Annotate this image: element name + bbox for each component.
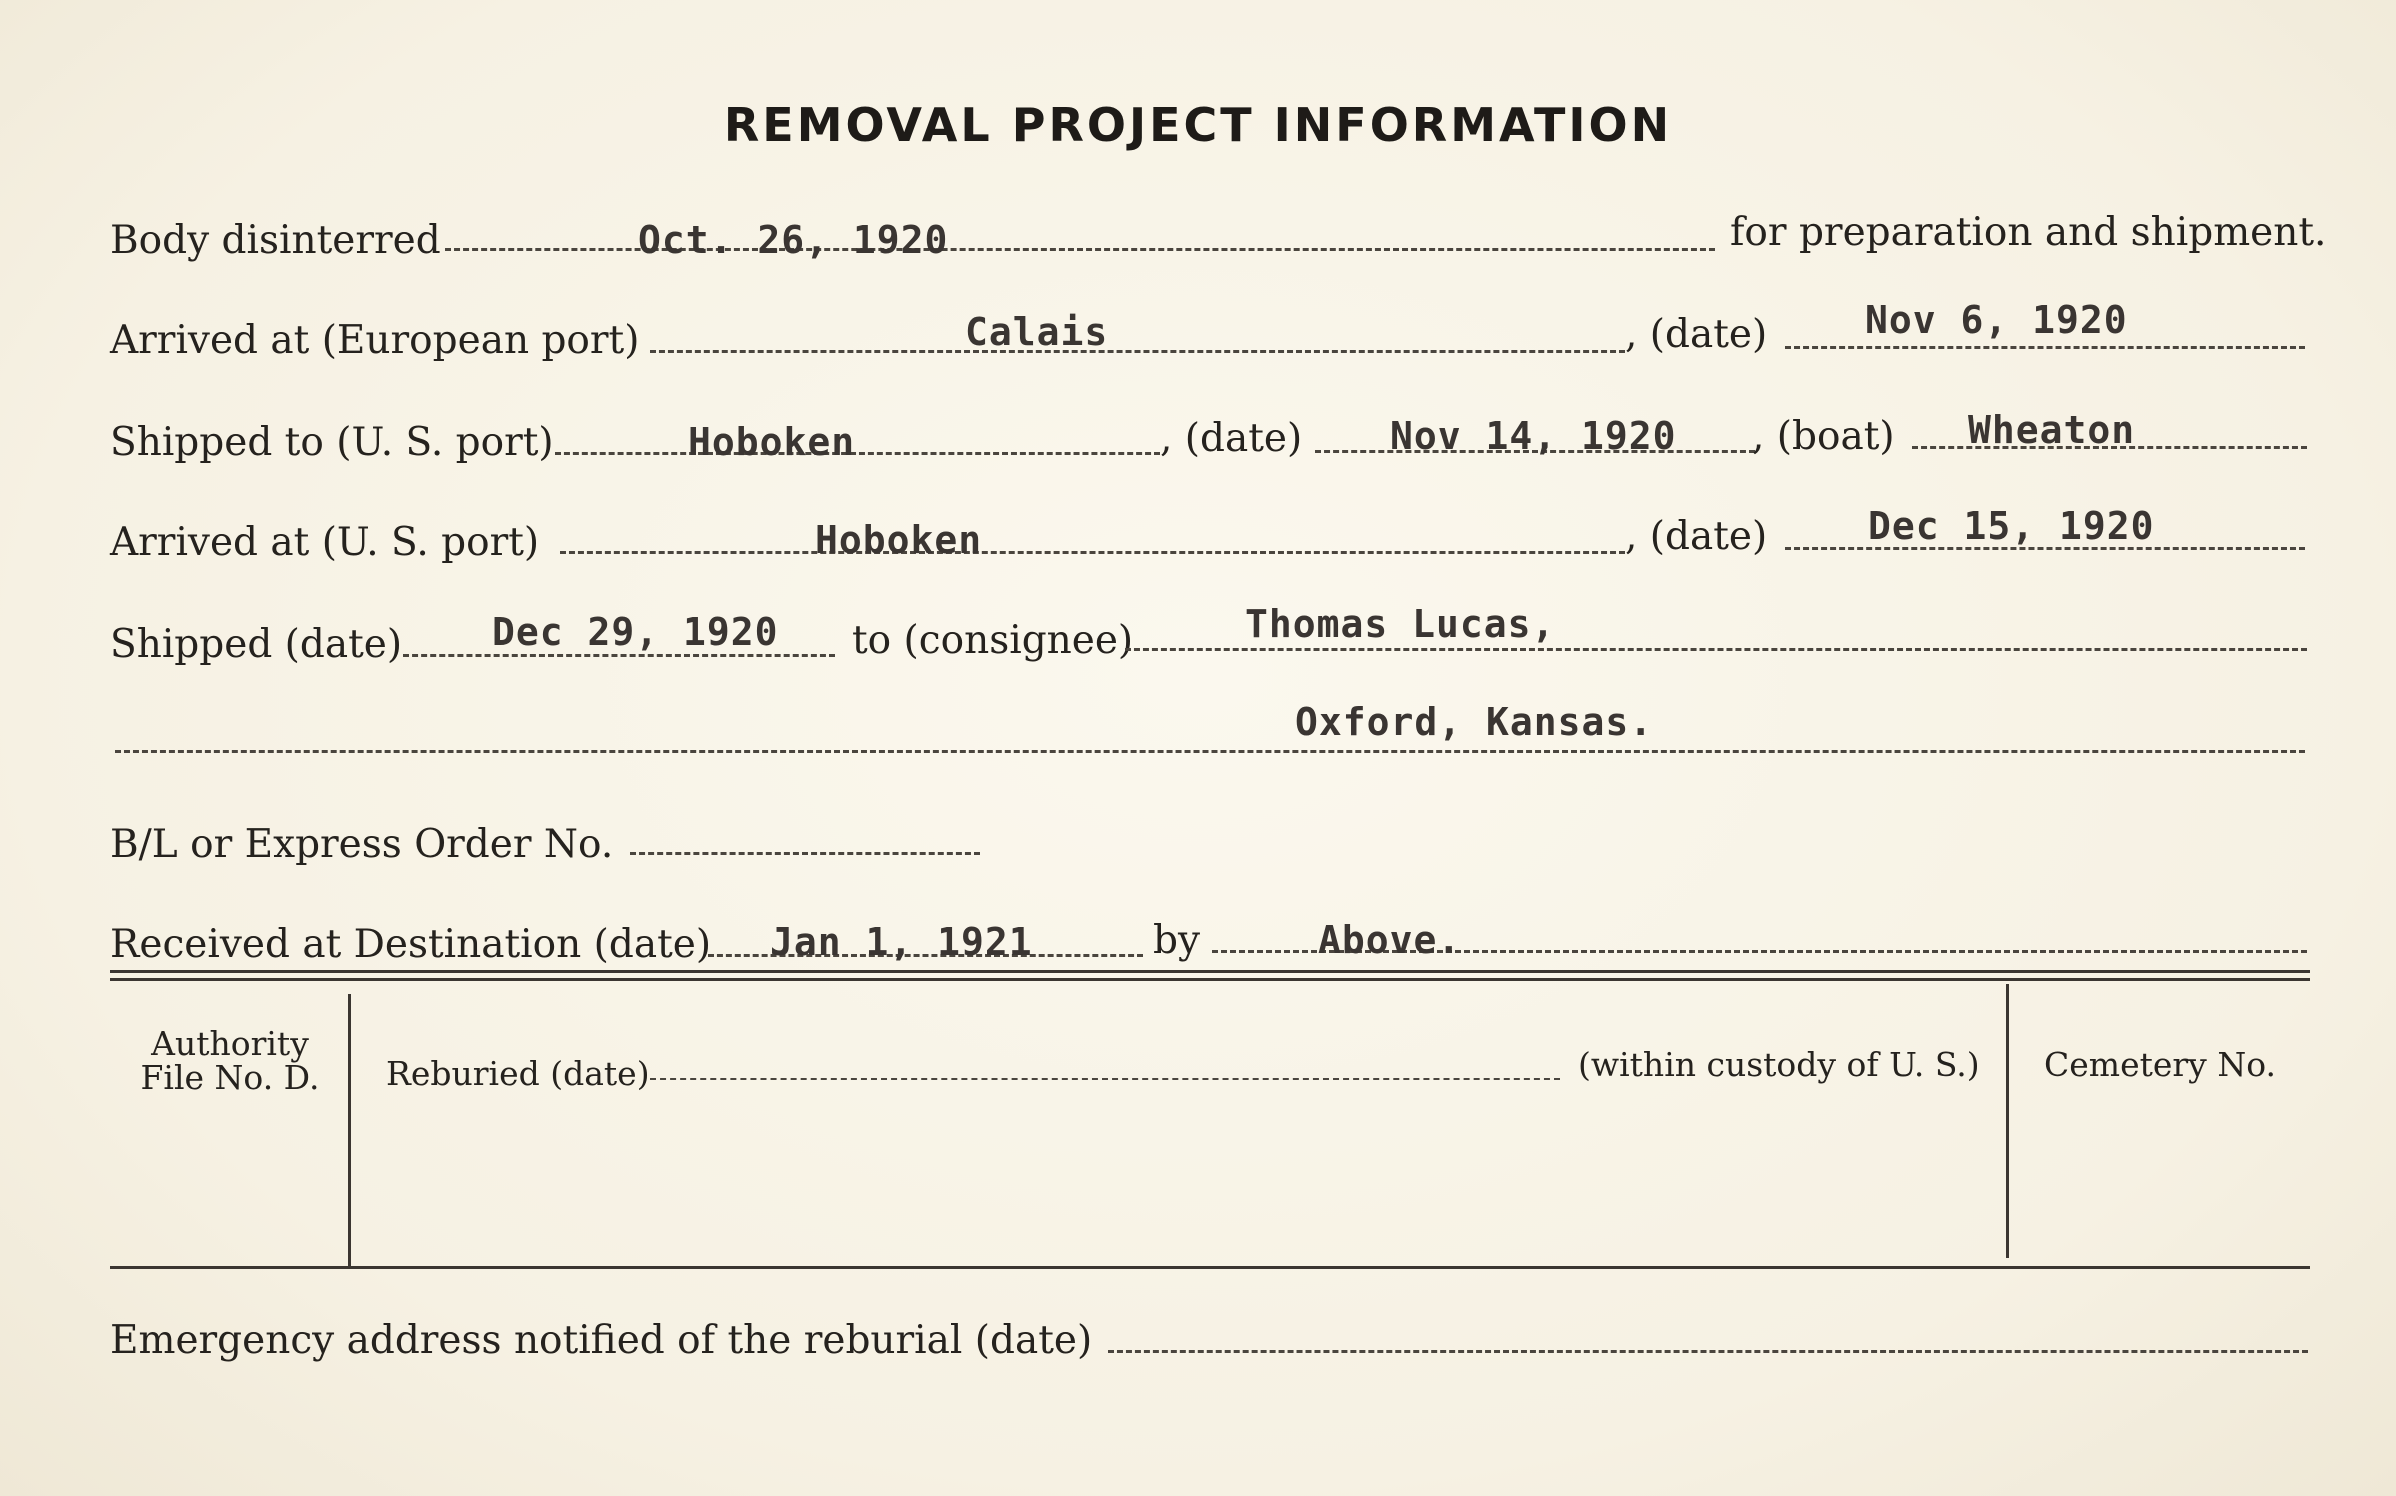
- shipped-date-value: Dec 29, 1920: [492, 610, 779, 654]
- arrived-european-date-value: Nov 6, 1920: [1865, 298, 2128, 342]
- arrived-european-label: Arrived at (European port): [110, 318, 640, 363]
- consignee-line-2: [115, 750, 2305, 753]
- body-disinterred-suffix: for preparation and shipment.: [1730, 210, 2327, 255]
- shipped-us-boat-value: Wheaton: [1968, 408, 2136, 452]
- table-top-rule-2: [110, 978, 2310, 981]
- card-title: REMOVAL PROJECT INFORMATION: [723, 98, 1673, 152]
- emergency-label: Emergency address notified of the reburial (date): [110, 1318, 1093, 1363]
- shipped-us-date-label: , (date): [1160, 416, 1303, 461]
- received-label: Received at Destination (date): [110, 922, 712, 967]
- body-disinterred-value: Oct. 26, 1920: [638, 218, 949, 262]
- arrived-us-date-value: Dec 15, 1920: [1868, 504, 2155, 548]
- bl-order-line: [630, 852, 980, 855]
- authority-label-1: Authority: [151, 1024, 309, 1063]
- shipped-date-line: [403, 654, 835, 657]
- shipped-date-label: Shipped (date): [110, 622, 403, 667]
- arrived-us-line: [560, 551, 1625, 554]
- consignee-label: to (consignee): [852, 618, 1134, 663]
- cemetery-label: Cemetery No.: [2044, 1045, 2276, 1084]
- arrived-european-date-label: , (date): [1625, 312, 1768, 357]
- table-bottom-rule: [110, 1266, 2310, 1269]
- arrived-us-value: Hoboken: [815, 518, 983, 562]
- arrived-us-label: Arrived at (U. S. port): [110, 520, 540, 565]
- table-divider-left: [348, 994, 351, 1266]
- body-disinterred-label: Body disinterred: [110, 218, 441, 263]
- shipped-us-value: Hoboken: [688, 420, 856, 464]
- reburied-label: Reburied (date): [386, 1054, 650, 1093]
- arrived-european-line: [650, 350, 1625, 353]
- table-top-rule: [110, 970, 2310, 973]
- consignee-line: [1125, 648, 2307, 651]
- arrived-european-date-line: [1785, 346, 2305, 349]
- received-by-value: Above.: [1318, 918, 1462, 962]
- reburied-line: [650, 1078, 1560, 1080]
- authority-label-2: File No. D.: [140, 1058, 320, 1097]
- arrived-us-date-label: , (date): [1625, 514, 1768, 559]
- consignee-line1: Thomas Lucas,: [1245, 602, 1556, 646]
- shipped-us-line: [555, 452, 1160, 455]
- custody-label: (within custody of U. S.): [1578, 1045, 1980, 1084]
- body-disinterred-line: [445, 248, 1715, 251]
- table-divider-right: [2006, 984, 2009, 1258]
- shipped-us-date-value: Nov 14, 1920: [1390, 414, 1677, 458]
- shipped-us-boat-label: , (boat): [1752, 414, 1895, 459]
- shipped-us-label: Shipped to (U. S. port): [110, 420, 554, 465]
- arrived-european-value: Calais: [965, 310, 1109, 354]
- emergency-line: [1108, 1350, 2308, 1353]
- received-by-label: by: [1153, 918, 1200, 963]
- received-value: Jan 1, 1921: [770, 920, 1033, 964]
- bl-order-label: B/L or Express Order No.: [110, 822, 614, 867]
- consignee-line2: Oxford, Kansas.: [1295, 700, 1654, 744]
